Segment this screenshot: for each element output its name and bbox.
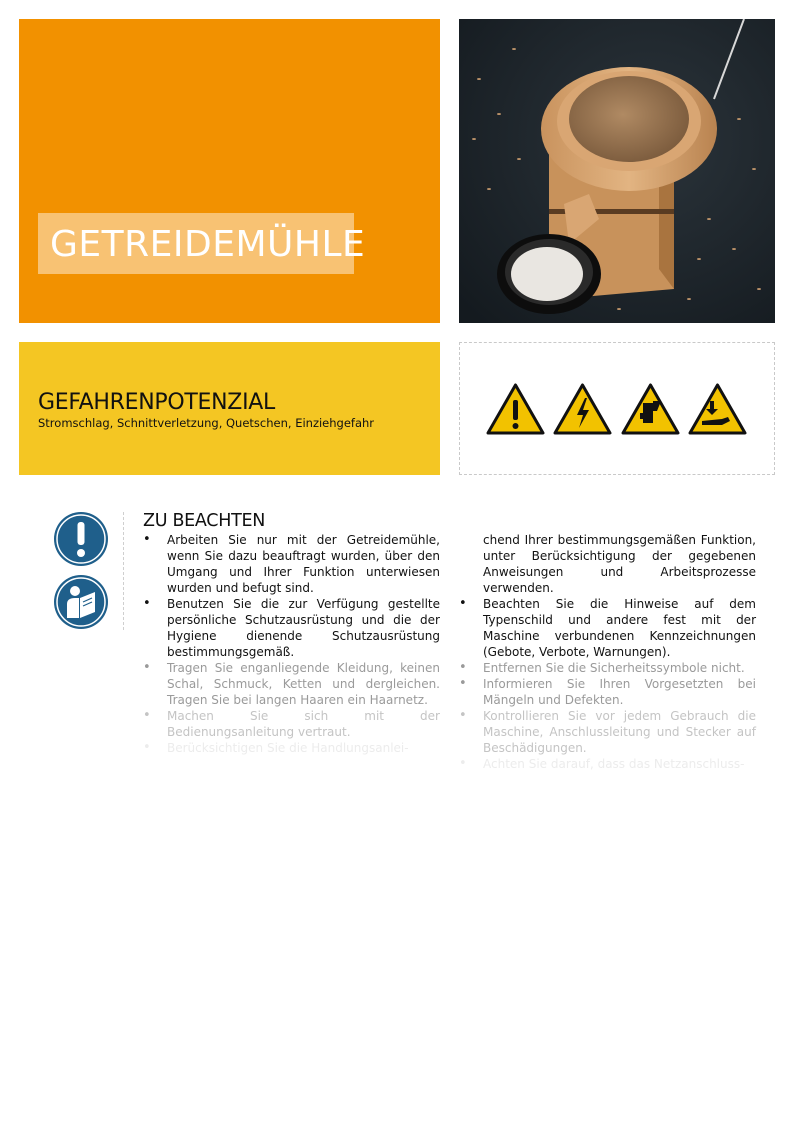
read-manual-icon bbox=[53, 574, 109, 630]
list-item: • Benutzen Sie die zur Verfügung gestellte persönliche Schutzausrüstung und die der Hygiene dienende Schutzausrüstung bestimmungsgemäß. bbox=[143, 596, 440, 660]
notes-column-left bbox=[143, 532, 440, 756]
list-item: • Kontrollieren Sie vor jedem Gebrauch die Maschine, Anschlussleitung und Stecker auf Beschädigungen. bbox=[459, 708, 756, 756]
hazard-heading: GEFAHRENPOTENZIAL bbox=[38, 390, 275, 415]
notes-heading: ZU BEACHTEN bbox=[143, 511, 266, 531]
electricity-warning-icon bbox=[553, 383, 612, 435]
list-item: • Entfernen Sie die Sicherheitssymbole nicht. bbox=[459, 660, 756, 676]
list-item: • Informieren Sie Ihren Vorgesetzten bei Mängeln und Defekten. bbox=[459, 676, 756, 708]
list-item: • Arbeiten Sie nur mit der Getreidemühle, wenn Sie dazu beauftragt wurden, über den Umgang und Ihrer Funktion unterwiesen wurden und befugt sind. bbox=[143, 532, 440, 596]
general-warning-icon bbox=[486, 383, 545, 435]
hazard-subtitle: Stromschlag, Schnittverletzung, Quetschen, Einziehgefahr bbox=[38, 416, 375, 430]
crush-hazard-icon bbox=[688, 383, 747, 435]
list-item: • Machen Sie sich mit der Bedienungsanleitung vertraut. bbox=[143, 708, 440, 740]
page-title: GETREIDEMÜHLE bbox=[50, 224, 366, 265]
grain-mill-photo bbox=[459, 19, 775, 323]
cut-hazard-icon bbox=[621, 383, 680, 435]
notes-column-right bbox=[459, 532, 756, 772]
list-item: • Achten Sie darauf, dass das Netzanschluss- bbox=[459, 756, 756, 772]
list-item: • Berücksichtigen Sie die Handlungsanlei- bbox=[143, 740, 440, 756]
list-item: • Tragen Sie enganliegende Kleidung, keinen Schal, Schmuck, Ketten und dergleichen. Tragen Sie bei langen Haaren ein Haarnetz. bbox=[143, 660, 440, 708]
general-mandatory-icon bbox=[53, 511, 109, 567]
list-item-continuation: chend Ihrer bestimmungsgemäßen Funktion, unter Berücksichtigung der gegebenen Anweisungen und Arbeitsprozesse verwenden. bbox=[483, 533, 756, 595]
title-panel bbox=[19, 19, 440, 323]
list-item: • Beachten Sie die Hinweise auf dem Typenschild und andere fest mit der Maschine verbundenen Kennzeichnungen (Gebote, Verbote, Warnungen). bbox=[459, 596, 756, 660]
divider bbox=[123, 512, 124, 630]
